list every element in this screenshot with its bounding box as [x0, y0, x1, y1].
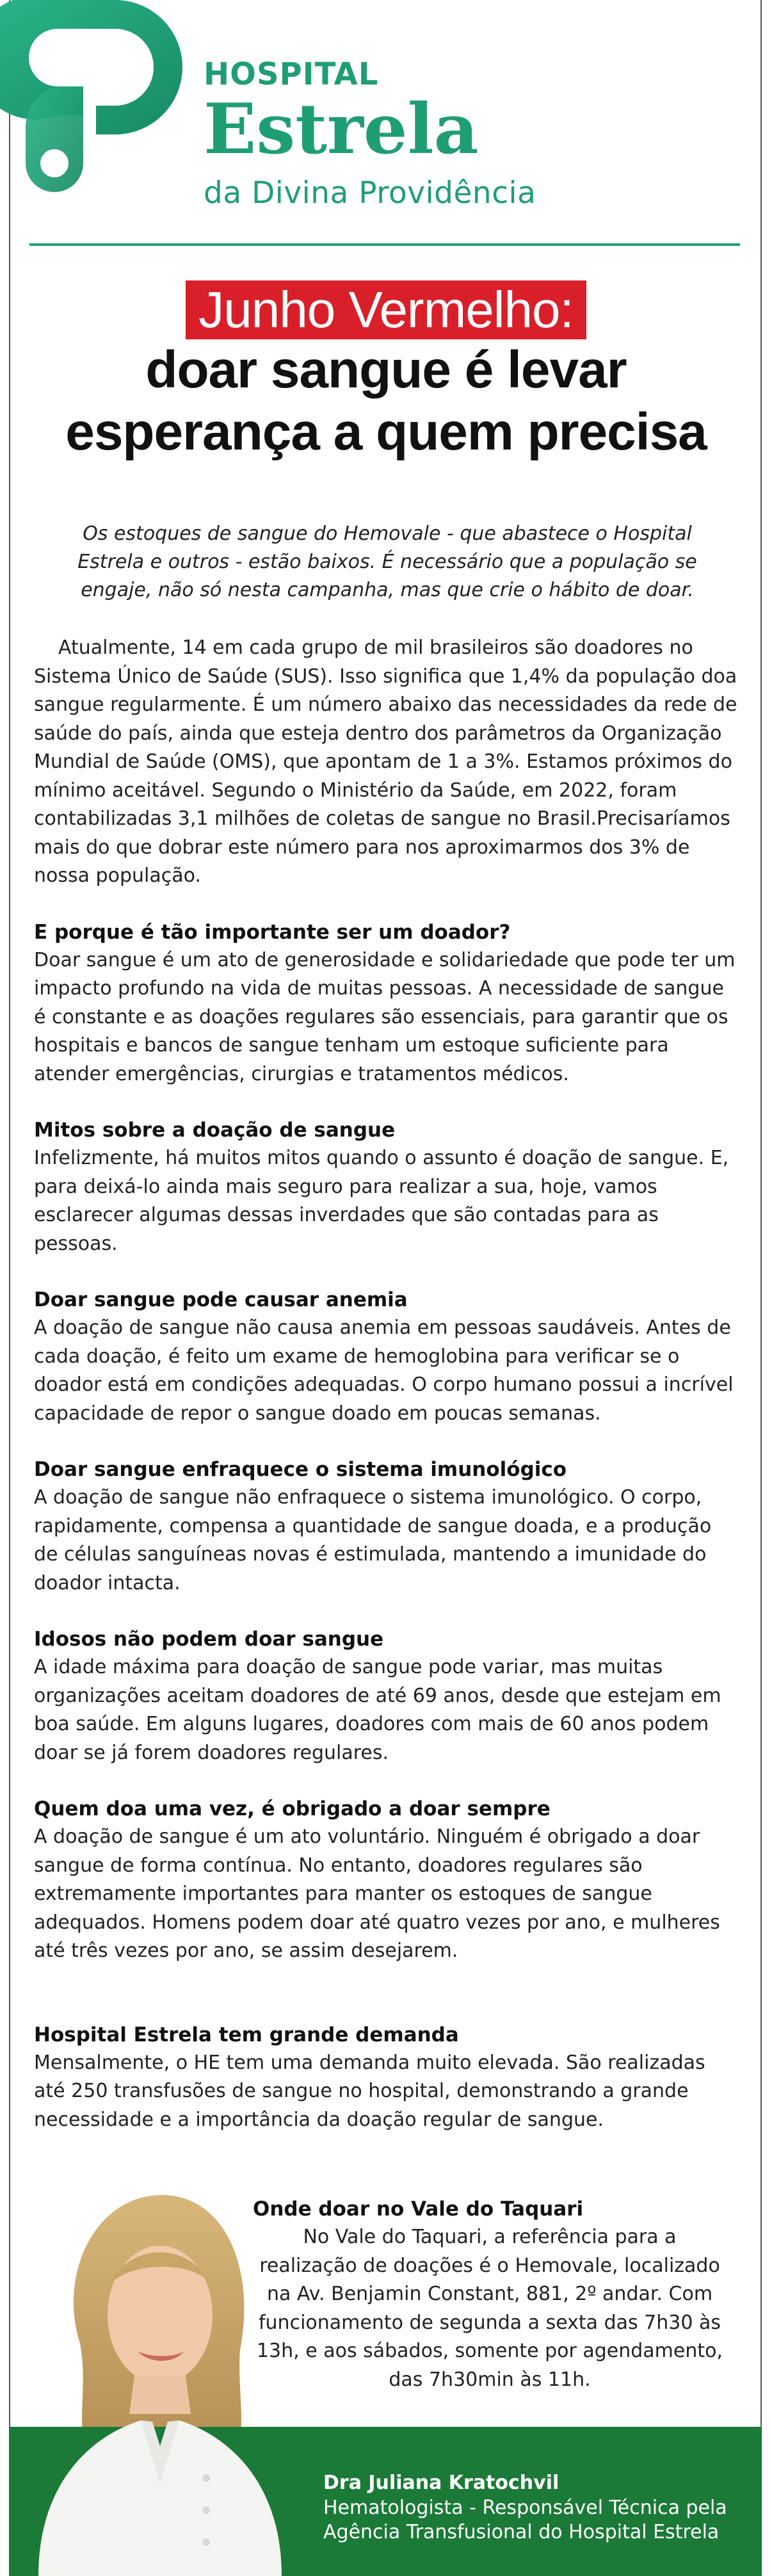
header-divider [29, 243, 740, 246]
hospital-brand [204, 56, 536, 211]
article-body [34, 634, 738, 2134]
headline-highlight: Junho Vermelho: [186, 280, 586, 339]
section-title: Quem doa uma vez, é obrigado a doar sempre [34, 1797, 551, 1820]
section-myths [34, 1116, 738, 1258]
where-text: No Vale do Taquari, a referência para a realização de doações é o Hemovale, localizado na Av. Benjamin Constant, 881, 2º andar. Com funcionamento de segunda a sexta das 7h30 às 13h, e aos sábados, somente por agendamento, das 7h30min às 11h. [256, 2226, 723, 2391]
section-title: Idosos não podem doar sangue [34, 1628, 384, 1651]
section-text: A doação de sangue não enfraquece o sistema imunológico. O corpo, rapidamente, compensa a quantidade de sangue doada, e a produção de células sanguíneas novas é estimulada, mantendo a imunidade do doador intacta. [34, 1486, 712, 1594]
brand-hospital: HOSPITAL [204, 56, 379, 92]
headline-line-2: doar sangue é levar [145, 341, 627, 399]
section-title: Mitos sobre a doação de sangue [34, 1119, 396, 1142]
section-anemia [34, 1286, 738, 1428]
signature-role-1: Hematologista - Responsável Técnica pela [323, 2497, 727, 2519]
section-obligation [34, 1795, 738, 1966]
section-title: Doar sangue enfraquece o sistema imunológico [34, 1458, 567, 1481]
signature-name: Dra Juliana Kratochvil [323, 2472, 559, 2494]
section-elderly [34, 1625, 738, 1767]
section-text: Doar sangue é um ato de generosidade e solidariedade que pode ter um impacto profundo na vida de muitas pessoas. A necessidade de sangue é constante e as doações regulares são essenciais, para garantir que os hospitais e bancos de sangue tenham um estoque suficiente para atender emergências, cirurgias e tratamentos médicos. [34, 948, 736, 1085]
signature [323, 2470, 727, 2545]
brand-estrela: Estrela [204, 89, 479, 170]
headline [0, 280, 772, 464]
hospital-logo-icon [0, 0, 192, 192]
headline-line-3: esperança a quem precisa [65, 402, 707, 461]
lead-paragraph: Os estoques de sangue do Hemovale - que abastece o Hospital Estrela e outros - estão baixos. É necessário que a população se engaje, não só nesta campanha, mas que crie o hábito de doar. [77, 522, 697, 601]
section-text: Mensalmente, o HE tem uma demanda muito elevada. São realizadas até 250 transfusões de sangue no hospital, demonstrando a grande necessidade e a importância da doação regular de sangue. [34, 2051, 705, 2131]
brand-subtitle: da Divina Providência [204, 175, 536, 211]
section-title: Hospital Estrela tem grande demanda [34, 2023, 459, 2046]
section-text: A doação de sangue é um ato voluntário. Ninguém é obrigado a doar sangue de forma contínua. No entanto, doadores regulares são extremamente importantes para manter os estoques de sangue adequados. Homens podem doar até quatro vezes por ano, e mulheres até três vezes por ano, se assim desejarem. [34, 1826, 720, 1962]
section-text: A idade máxima para doação de sangue pode variar, mas muitas organizações aceitam doadores de até 69 anos, desde que estejam em boa saúde. Em alguns lugares, doadores com mais de 60 anos podem doar se já forem doadores regulares. [34, 1656, 721, 1764]
section-demand [34, 2021, 738, 2135]
where-title: Onde doar no Vale do Taquari [253, 2198, 584, 2221]
section-importance [34, 918, 738, 1089]
where-to-donate [253, 2195, 727, 2394]
section-text: Infelizmente, há muitos mitos quando o assunto é doação de sangue. E, para deixá-lo ainda mais seguro para realizar a sua, hoje, vamos esclarecer algumas dessas inverdades que são contadas para as pessoas. [34, 1147, 729, 1255]
signature-role-2: Agência Transfusional do Hospital Estrela [323, 2521, 720, 2543]
intro-paragraph: Atualmente, 14 em cada grupo de mil brasileiros são doadores no Sistema Único de Saúde (SUS). Isso significa que 1,4% da população doa sangue regularmente. É um número abaixo das necessidades da rede de saúde do país, ainda que esteja dentro dos parâmetros da Organização Mundial de Saúde (OMS), que apontam de 1 a 3%. Estamos próximos do mínimo aceitável. Segundo o Ministério da Saúde, em 2022, foram contabilizadas 3,1 milhões de coletas de sangue no Brasil.Precisaríamos mais do que dobrar este número para nos aproximarmos dos 3% de nossa população. [34, 636, 737, 887]
section-title: Doar sangue pode causar anemia [34, 1288, 408, 1311]
section-immune [34, 1455, 738, 1598]
section-text: A doação de sangue não causa anemia em pessoas saudáveis. Antes de cada doação, é feito um exame de hemoglobina para verificar se o doador está em condições adequadas. O corpo humano possui a incrível capacidade de repor o sangue doado em poucas semanas. [34, 1316, 734, 1425]
section-title: E porque é tão importante ser um doador? [34, 920, 511, 944]
doctor-photo-lower [19, 2427, 301, 2576]
